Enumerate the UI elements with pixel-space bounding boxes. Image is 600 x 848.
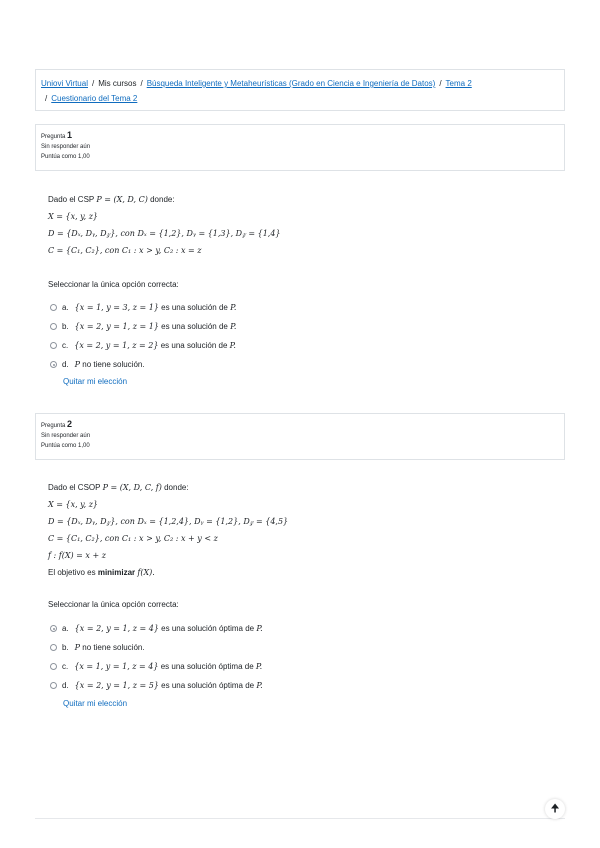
radio-button[interactable]	[50, 663, 57, 670]
question-text-1	[48, 191, 281, 259]
option-tail: P.	[256, 681, 263, 690]
clear-choice-link[interactable]: Quitar mi elección	[63, 377, 128, 386]
breadcrumb-separator: /	[439, 79, 442, 88]
breadcrumb-item-course[interactable]: Búsqueda Inteligente y Metaheurísticas (Grado en Ciencia e Ingeniería de Datos)	[146, 79, 436, 88]
question-state: Sin responder aún	[41, 433, 91, 439]
question-number	[41, 130, 559, 142]
option-letter: c.	[62, 662, 69, 671]
question-text-2	[48, 479, 288, 581]
option-letter: a.	[62, 624, 69, 633]
option-math: P	[74, 360, 81, 369]
option-letter: d.	[62, 681, 69, 690]
option-d[interactable]	[50, 355, 236, 374]
option-math: P	[74, 643, 81, 652]
breadcrumb-item-my-courses: Mis cursos	[98, 79, 137, 88]
option-letter: b.	[62, 643, 69, 652]
intro-text: Dado el CSP	[48, 195, 95, 204]
objective-function-line: f : f(X) = x + z	[48, 551, 106, 560]
option-a[interactable]	[50, 619, 263, 638]
question-grade: Puntúa como 1,00	[41, 154, 90, 160]
radio-button-selected[interactable]	[50, 625, 57, 632]
option-letter: a.	[62, 303, 69, 312]
option-text: es una solución de	[160, 341, 228, 350]
objective-math: f(X).	[137, 568, 155, 577]
question-intro	[48, 191, 281, 208]
option-math: {x = 2, y = 1, z = 2}	[74, 341, 159, 350]
breadcrumb-separator: /	[91, 79, 95, 88]
variables-line: X = {x, y, z}	[48, 500, 99, 509]
radio-button[interactable]	[50, 304, 57, 311]
option-math: {x = 1, y = 3, z = 1}	[74, 303, 159, 312]
back-to-top-button[interactable]	[545, 799, 565, 819]
option-tail: P.	[256, 624, 263, 633]
radio-button[interactable]	[50, 342, 57, 349]
domains-line: D = {Dₓ, Dᵧ, D𝓏}, con Dₓ = {1,2,4}, Dᵧ = {1,2}, D𝓏 = {4,5}	[48, 517, 289, 526]
option-tail: P.	[230, 322, 237, 331]
breadcrumb	[35, 69, 565, 111]
breadcrumb-separator: /	[140, 79, 143, 88]
option-text: no tiene solución.	[82, 643, 145, 652]
clear-choice-link[interactable]: Quitar mi elección	[63, 699, 128, 708]
option-tail: P.	[229, 341, 236, 350]
question-number-value: 1	[67, 130, 73, 140]
option-a[interactable]	[50, 298, 236, 317]
intro-suffix: donde:	[164, 483, 189, 492]
option-text: no tiene solución.	[82, 360, 145, 369]
radio-button-selected[interactable]	[50, 361, 57, 368]
options-1	[50, 298, 236, 374]
option-math: {x = 2, y = 1, z = 5}	[74, 681, 159, 690]
option-math: {x = 2, y = 1, z = 1}	[74, 322, 159, 331]
objective-bold: minimizar	[97, 568, 136, 577]
radio-button[interactable]	[50, 644, 57, 651]
option-letter: d.	[62, 360, 69, 369]
variables-line: X = {x, y, z}	[48, 212, 99, 221]
option-math: {x = 1, y = 1, z = 4}	[74, 662, 159, 671]
intro-math: P = (X, D, C, f)	[102, 483, 162, 492]
option-c[interactable]	[50, 336, 236, 355]
breadcrumb-item-quiz[interactable]: Cuestionario del Tema 2	[51, 94, 138, 103]
objective-text: El objetivo es	[48, 568, 96, 577]
breadcrumb-separator: /	[45, 94, 48, 103]
option-tail: P.	[255, 662, 263, 671]
radio-button[interactable]	[50, 323, 57, 330]
question-intro	[48, 479, 288, 496]
question-number	[41, 419, 559, 431]
option-b[interactable]	[50, 638, 263, 657]
question-prompt: Seleccionar la única opción correcta:	[48, 280, 179, 289]
breadcrumb-item-home[interactable]: Uniovi Virtual	[41, 79, 88, 88]
intro-text: Dado el CSOP	[48, 483, 101, 492]
option-math: {x = 2, y = 1, z = 4}	[74, 624, 159, 633]
option-b[interactable]	[50, 317, 236, 336]
intro-math: P = (X, D, C)	[96, 195, 148, 204]
option-text: es una solución de	[161, 322, 228, 331]
question-number-label: Pregunta	[41, 134, 66, 140]
constraints-line: C = {C₁, C₂}, con C₁ : x > y, C₂ : x = z	[48, 246, 202, 255]
options-2	[50, 619, 263, 695]
option-letter: b.	[62, 322, 69, 331]
option-d[interactable]	[50, 676, 263, 695]
option-tail: P.	[230, 303, 237, 312]
domains-line: D = {Dₓ, Dᵧ, D𝓏}, con Dₓ = {1,2}, Dᵧ = {1,3}, D𝓏 = {1,4}	[48, 229, 281, 238]
intro-suffix: donde:	[150, 195, 175, 204]
question-number-value: 2	[67, 419, 73, 429]
question-prompt: Seleccionar la única opción correcta:	[48, 600, 179, 609]
radio-button[interactable]	[50, 682, 57, 689]
question-info-2	[35, 413, 565, 460]
question-number-label: Pregunta	[41, 423, 66, 429]
question-state: Sin responder aún	[41, 144, 91, 150]
option-text: es una solución de	[161, 303, 228, 312]
option-letter: c.	[62, 341, 69, 350]
option-c[interactable]	[50, 657, 263, 676]
objective-line	[48, 564, 288, 581]
option-text: es una solución óptima de	[161, 624, 255, 633]
footer-divider	[35, 818, 565, 819]
constraints-line: C = {C₁, C₂}, con C₁ : x > y, C₂ : x + y < z	[48, 534, 218, 543]
breadcrumb-item-topic[interactable]: Tema 2	[445, 79, 472, 88]
question-info-1	[35, 124, 565, 171]
option-text: es una solución óptima de	[160, 662, 254, 671]
option-text: es una solución óptima de	[161, 681, 255, 690]
question-grade: Puntúa como 1,00	[41, 443, 90, 449]
arrow-up-icon: 🠉	[550, 802, 560, 815]
